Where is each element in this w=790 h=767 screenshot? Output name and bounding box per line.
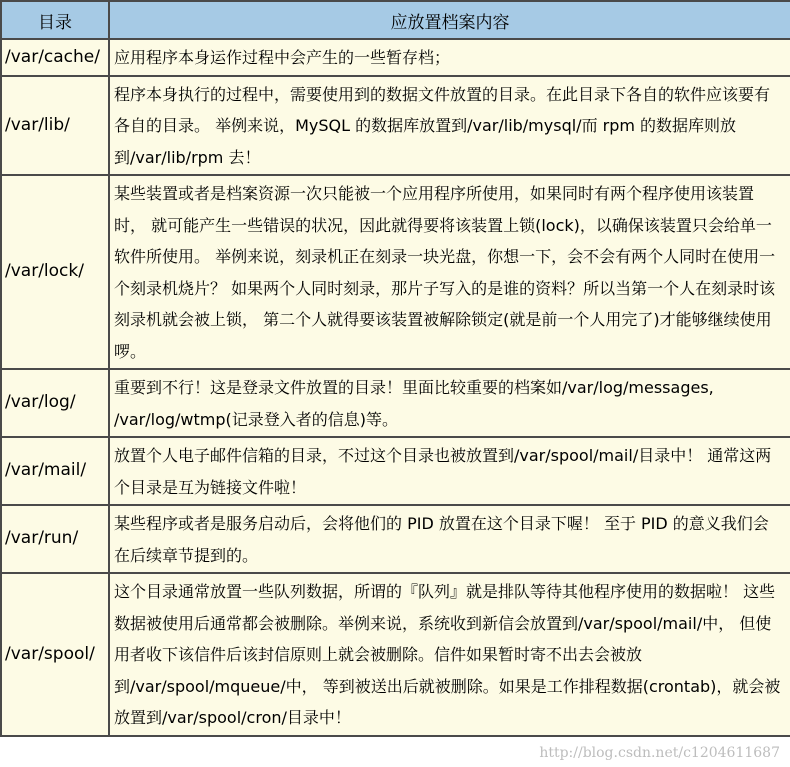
- table-row: [1, 505, 790, 573]
- desc-cell: 重要到不行！这是登录文件放置的目录！里面比较重要的档案如/var/log/messages, /var/log/wtmp(记录登入者的信息)等。: [109, 369, 790, 437]
- table-row: [1, 175, 790, 369]
- header-content: 应放置档案内容: [109, 1, 790, 39]
- table-row: [1, 369, 790, 437]
- table-row: [1, 76, 790, 176]
- watermark: http://blog.csdn.net/c1204611687: [539, 745, 780, 761]
- table-row: [1, 437, 790, 505]
- desc-cell: 应用程序本身运作过程中会产生的一些暂存档；: [109, 39, 790, 76]
- dir-cell: /var/lib/: [1, 76, 109, 176]
- desc-cell: 这个目录通常放置一些队列数据，所谓的『队列』就是排队等待其他程序使用的数据啦！ 这些数据被使用后通常都会被删除。举例来说，系统收到新信会放置到/var/spool/mail/中， 但使用者收下该信件后该封信原则上就会被删除。信件如果暂时寄不出去会被放到/var/spool/mqueue/中， 等到被送出后就被删除。如果是工作排程数据(crontab)，就会被放置到/var/spool/cron/目录中！: [109, 573, 790, 736]
- desc-cell: 程序本身执行的过程中，需要使用到的数据文件放置的目录。在此目录下各自的软件应该要有各自的目录。 举例来说，MySQL 的数据库放置到/var/lib/mysql/而 rpm 的数据库则放到/var/lib/rpm 去！: [109, 76, 790, 176]
- desc-cell: 某些程序或者是服务启动后，会将他们的 PID 放置在这个目录下喔！ 至于 PID 的意义我们会在后续章节提到的。: [109, 505, 790, 573]
- desc-cell: 某些装置或者是档案资源一次只能被一个应用程序所使用，如果同时有两个程序使用该装置时， 就可能产生一些错误的状况，因此就得要将该装置上锁(lock)，以确保该装置只会给单一软件所使用。 举例来说，刻录机正在刻录一块光盘，你想一下，会不会有两个人同时在使用一个刻录机烧片？ 如果两个人同时刻录，那片子写入的是谁的资料？所以当第一个人在刻录时该刻录机就会被上锁， 第二个人就得要该装置被解除锁定(就是前一个人用完了)才能够继续使用啰。: [109, 175, 790, 369]
- dir-cell: /var/cache/: [1, 39, 109, 76]
- table-row: [1, 39, 790, 76]
- table-row: [1, 573, 790, 736]
- dir-cell: /var/run/: [1, 505, 109, 573]
- dir-cell: /var/mail/: [1, 437, 109, 505]
- desc-cell: 放置个人电子邮件信箱的目录，不过这个目录也被放置到/var/spool/mail/目录中！ 通常这两个目录是互为链接文件啦！: [109, 437, 790, 505]
- dir-cell: /var/lock/: [1, 175, 109, 369]
- header-directory: 目录: [1, 1, 109, 39]
- dir-cell: /var/spool/: [1, 573, 109, 736]
- dir-cell: /var/log/: [1, 369, 109, 437]
- table-header-row: [1, 1, 790, 39]
